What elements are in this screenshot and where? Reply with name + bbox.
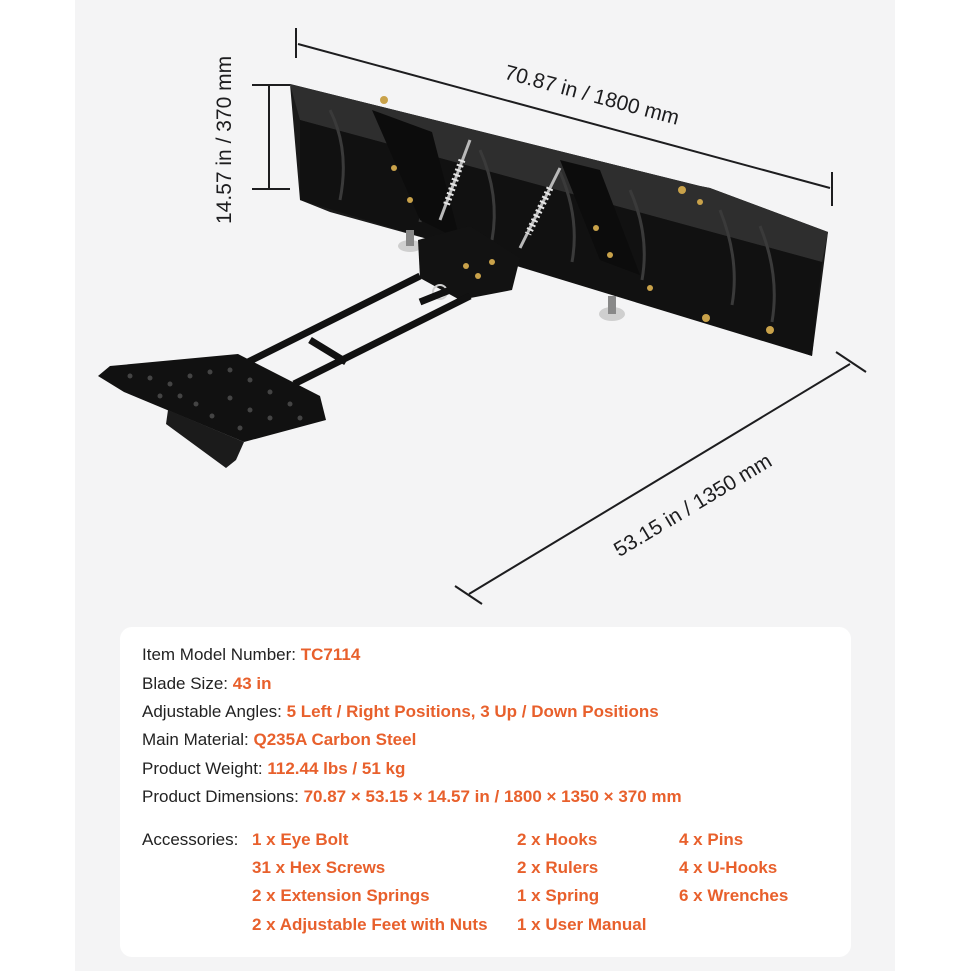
mounting-plate bbox=[98, 354, 326, 468]
spec-dimensions bbox=[142, 787, 682, 807]
depth-dimension-label: 53.15 in / 1350 mm bbox=[610, 449, 776, 562]
spec-key: Product Weight: bbox=[142, 759, 268, 778]
accessory-item: 1 x Spring bbox=[517, 886, 600, 905]
spec-adjustable-angles bbox=[142, 702, 659, 722]
spec-material bbox=[142, 730, 416, 750]
spec-model bbox=[142, 645, 360, 665]
spec-key: Adjustable Angles: bbox=[142, 702, 287, 721]
accessory-item: 4 x Pins bbox=[679, 830, 744, 849]
width-dimension-label: 70.87 in / 1800 mm bbox=[502, 61, 682, 130]
spec-value: Q235A Carbon Steel bbox=[253, 730, 417, 749]
accessory-item: 2 x Extension Springs bbox=[252, 886, 430, 905]
spec-value: TC7114 bbox=[300, 645, 361, 664]
spec-value: 43 in bbox=[232, 674, 272, 693]
spec-key: Product Dimensions: bbox=[142, 787, 304, 806]
plow-blade bbox=[290, 84, 828, 356]
accessory-item: 1 x Eye Bolt bbox=[252, 830, 349, 849]
accessory-item: 2 x Hooks bbox=[517, 830, 598, 849]
spec-weight bbox=[142, 759, 405, 779]
accessory-item: 1 x User Manual bbox=[517, 915, 647, 934]
frame-arms bbox=[248, 276, 470, 384]
specifications-card bbox=[120, 627, 851, 957]
spec-value: 5 Left / Right Positions, 3 Up / Down Positions bbox=[286, 702, 659, 721]
accessory-item: 2 x Adjustable Feet with Nuts bbox=[252, 915, 488, 934]
spec-blade-size bbox=[142, 674, 271, 694]
spec-key: Blade Size: bbox=[142, 674, 233, 693]
accessory-item: 4 x U-Hooks bbox=[679, 858, 778, 877]
spec-key: Item Model Number: bbox=[142, 645, 301, 664]
spec-value: 70.87 × 53.15 × 14.57 in / 1800 × 1350 × 370 mm bbox=[303, 787, 682, 806]
height-dimension-label: 14.57 in / 370 mm bbox=[213, 55, 236, 224]
accessory-item: 31 x Hex Screws bbox=[252, 858, 386, 877]
spec-key: Main Material: bbox=[142, 730, 254, 749]
accessories-label: Accessories: bbox=[142, 830, 239, 849]
spec-value: 112.44 lbs / 51 kg bbox=[267, 759, 406, 778]
accessory-item: 6 x Wrenches bbox=[679, 886, 789, 905]
accessory-item: 2 x Rulers bbox=[517, 858, 599, 877]
